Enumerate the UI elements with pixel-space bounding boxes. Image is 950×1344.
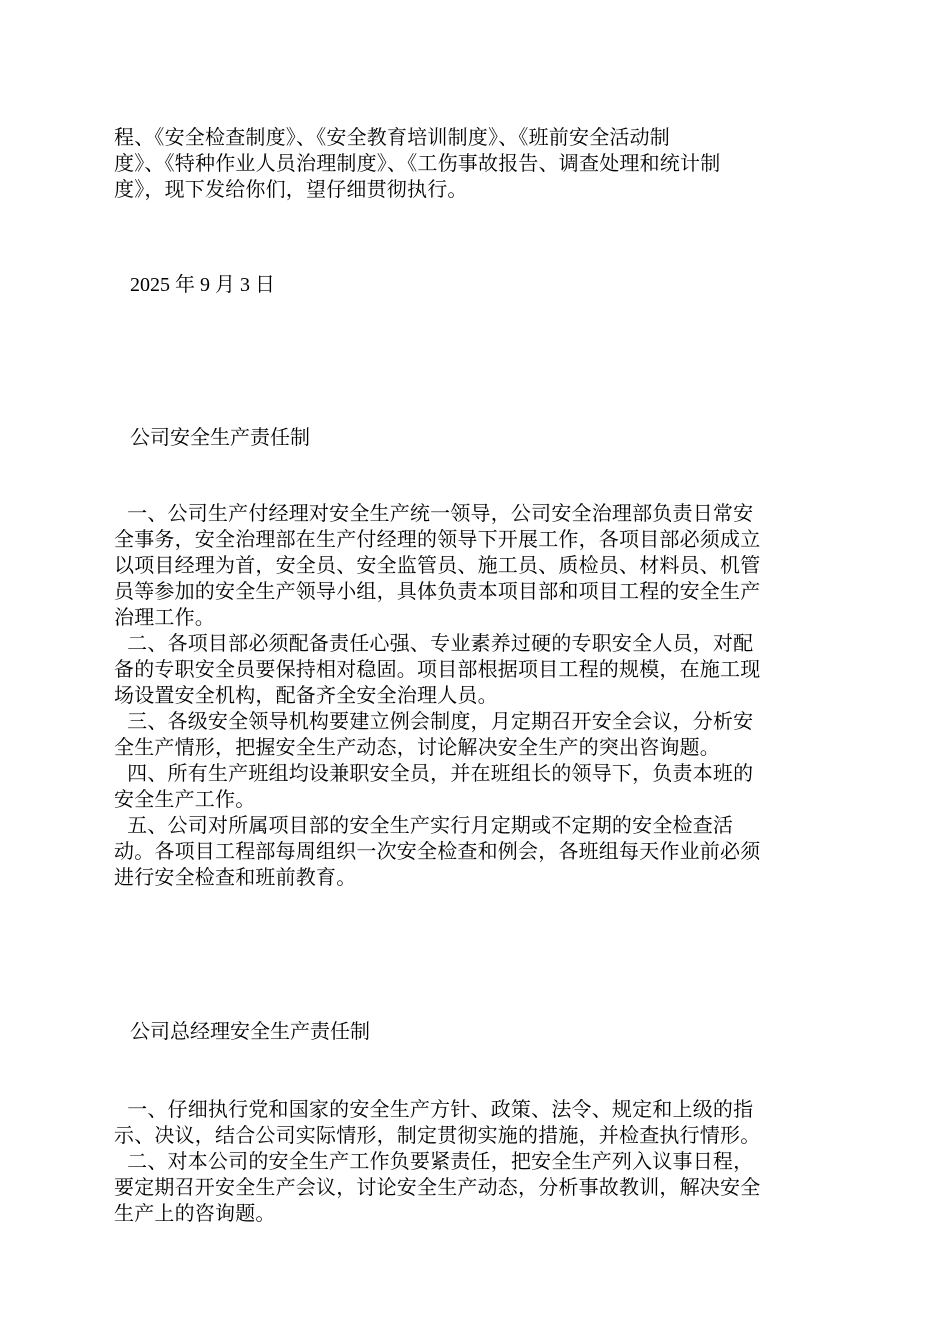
text-line: 全生产情形，把握安全生产动态，讨论解决安全生产的突出咨询题。 — [114, 735, 720, 759]
text-line: 程、《安全检查制度》、《安全教育培训制度》、《班前安全活动制 — [114, 125, 670, 149]
text-line: 要定期召开安全生产会议，讨论安全生产动态，分析事故教训，解决安全 — [114, 1175, 761, 1199]
text-line: 生产上的咨询题。 — [114, 1201, 276, 1225]
text-line: 四、所有生产班组均设兼职安全员，并在班组长的领导下，负责本班的 — [114, 761, 754, 785]
text-line: 备的专职安全员要保持相对稳固。项目部根据项目工程的规模，在施工现 — [114, 657, 761, 681]
text-line: 动。各项目工程部每周组织一次安全检查和例会，各班组每天作业前必须 — [114, 839, 761, 863]
document-date: 2025 年 9 月 3 日 — [130, 274, 275, 296]
text-line: 一、仔细执行党和国家的安全生产方针、政策、法令、规定和上级的指 — [114, 1097, 754, 1121]
text-line: 度》，现下发给你们，望仔细贯彻执行。 — [114, 177, 468, 201]
text-line: 示、决议，结合公司实际情形，制定贯彻实施的措施，并检查执行情形。 — [114, 1123, 761, 1147]
text-line: 安全生产工作。 — [114, 787, 256, 811]
text-line: 场设置安全机构，配备齐全安全治理人员。 — [114, 683, 498, 707]
section-title: 公司总经理安全生产责任制 — [130, 1019, 370, 1043]
text-line: 三、各级安全领导机构要建立例会制度，月定期召开安全会议，分析安 — [114, 709, 754, 733]
text-line: 二、各项目部必须配备责任心强、专业素养过硬的专职安全人员，对配 — [114, 631, 754, 655]
text-line: 员等参加的安全生产领导小组，具体负责本项目部和项目工程的安全生产 — [114, 579, 761, 603]
text-line: 五、公司对所属项目部的安全生产实行月定期或不定期的安全检查活 — [114, 813, 734, 837]
text-line: 度》、《特种作业人员治理制度》、《工伤事故报告、调查处理和统计制 — [114, 151, 721, 175]
text-line: 以项目经理为首，安全员、安全监管员、施工员、质检员、材料员、机管 — [114, 553, 761, 577]
text-line: 治理工作。 — [114, 605, 215, 629]
text-line: 全事务，安全治理部在生产付经理的领导下开展工作，各项目部必须成立 — [114, 527, 761, 551]
text-line: 进行安全检查和班前教育。 — [114, 865, 357, 889]
text-line: 一、公司生产付经理对安全生产统一领导，公司安全治理部负责日常安 — [114, 501, 754, 525]
section-title: 公司安全生产责任制 — [130, 425, 310, 449]
text-line: 二、对本公司的安全生产工作负要紧责任，把安全生产列入议事日程， — [114, 1149, 754, 1173]
